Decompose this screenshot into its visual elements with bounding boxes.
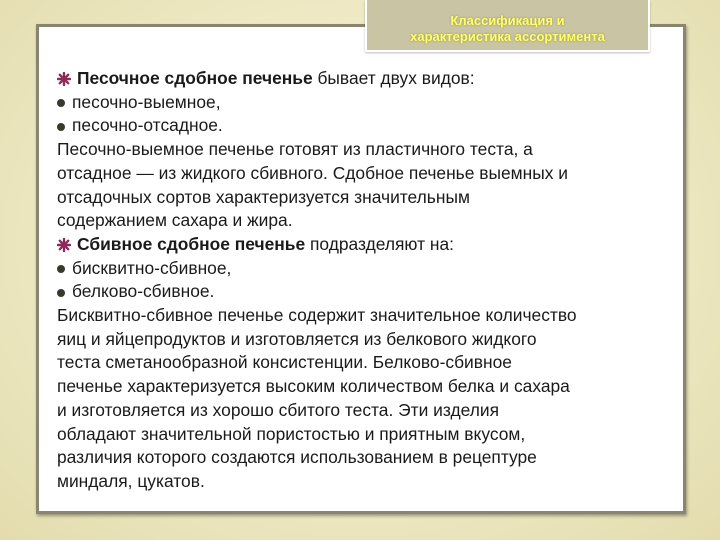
dot-bullet-icon [57, 289, 65, 297]
body-text-line: содержанием сахара и жира. [57, 210, 293, 231]
body-text-line: различия которого создаются использованием в рецептуре [57, 447, 537, 468]
list-item [57, 257, 673, 281]
body-text-line: обладают значительной пористостью и приятным вкусом, [57, 423, 526, 444]
asterisk-bullet-icon [57, 72, 71, 86]
section-heading-shortbread [57, 67, 673, 91]
content-box [36, 24, 686, 514]
slide-title [365, 0, 650, 52]
slide-title-line-2: характеристика ассортимента [410, 29, 605, 44]
list-item-text: белково-сбивное. [72, 281, 215, 302]
slide-title-line-1: Классификация и [450, 13, 565, 28]
body-text-line: и изготовляется из хорошо сбитого теста. Эти изделия [57, 399, 499, 420]
list-item [57, 91, 673, 115]
body-text-line: Песочно-выемное печенье готовят из пластичного теста, а [57, 139, 533, 160]
body-text-line: отсадочных сортов характеризуется значительным [57, 186, 470, 207]
section-heading-bold: Песочное сдобное печенье [77, 68, 313, 88]
dot-bullet-icon [57, 265, 65, 273]
body-text-line: теста сметанообразной консистенции. Белково-сбивное [57, 352, 512, 373]
list-item-text: песочно-отсадное. [72, 115, 223, 136]
body-text-line: отсадное — из жидкого сбивного. Сдобное печенье выемных и [57, 162, 568, 183]
body-text-line: Бисквитно-сбивное печенье содержит значительное количество [57, 305, 577, 326]
section-heading-rest: подразделяют на: [305, 233, 454, 254]
dot-bullet-icon [57, 123, 65, 131]
body-text-line: миндаля, цукатов. [57, 470, 205, 491]
section-heading-bold: Сбивное сдобное печенье [77, 233, 306, 254]
body-text-line: яиц и яйцепродуктов и изготовляется из белкового жидкого [57, 328, 537, 349]
list-item [57, 280, 673, 304]
asterisk-bullet-icon [57, 238, 71, 252]
body-text-line: печенье характеризуется высоким количеством белка и сахара [57, 376, 570, 397]
list-item [57, 114, 673, 138]
list-item-text: бисквитно-сбивное, [72, 257, 232, 278]
section-heading-whipped [57, 233, 673, 257]
list-item-text: песочно-выемное, [72, 91, 221, 112]
dot-bullet-icon [57, 99, 65, 107]
section-heading-rest: бывает двух видов: [312, 68, 475, 88]
